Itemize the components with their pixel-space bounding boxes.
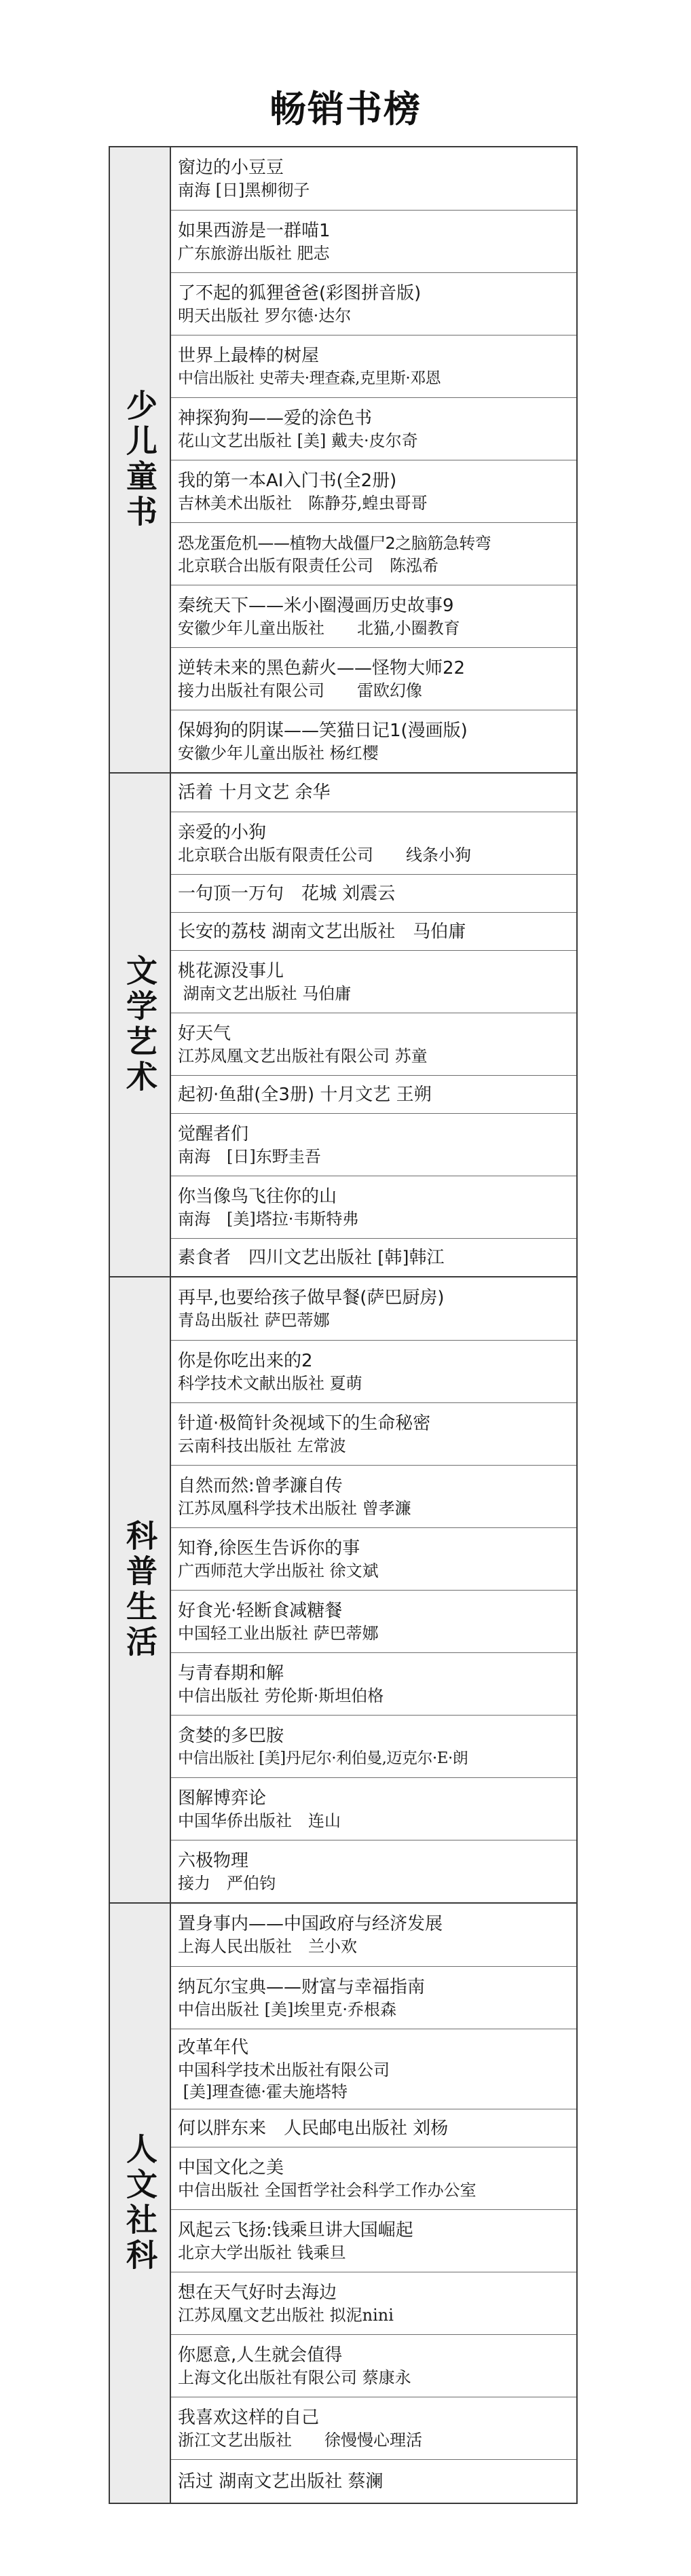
book-row (171, 874, 576, 912)
book-publisher-author: 中信出版社 全国哲学社会科学工作办公室 (178, 2180, 477, 2200)
book-title: 你当像鸟飞往你的山 (178, 1186, 337, 1207)
book-title: 恐龙蛋危机——植物大战僵尸2之脑筋急转弯 (178, 533, 491, 553)
book-row (171, 2209, 576, 2272)
book-row (171, 2334, 576, 2397)
book-publisher-author: 吉林美术出版社 陈静芬,蝗虫哥哥 (178, 493, 428, 513)
book-title: 自然而然:曾孝濂自传 (178, 1475, 343, 1496)
book-row (171, 774, 576, 812)
page-title: 畅销书榜 (269, 88, 422, 130)
book-publisher-author: 广东旅游出版社 肥志 (178, 243, 330, 263)
category-section (110, 772, 576, 1276)
category-label: 文学艺术 (122, 954, 158, 1095)
book-publisher-author: 中信出版社 [美]埃里克·乔根森 (178, 1999, 396, 2019)
book-publisher-author: [美]理查德·霍夫施塔特 (178, 2082, 348, 2101)
book-title: 针道·极简针灸视域下的生命秘密 (178, 1413, 431, 1434)
book-title: 了不起的狐狸爸爸(彩图拼音版) (178, 283, 422, 304)
book-row (171, 2147, 576, 2209)
book-publisher-author: 北京联合出版有限责任公司 陈泓希 (178, 556, 438, 575)
book-publisher-author: 北京联合出版有限责任公司 线条小狗 (178, 845, 471, 865)
book-publisher-author: 南海 [日]黑柳彻子 (178, 181, 310, 200)
book-publisher-author: 中信出版社 劳伦斯·斯坦伯格 (178, 1686, 384, 1705)
book-row (171, 1777, 576, 1840)
book-title: 你是你吃出来的2 (178, 1350, 313, 1371)
book-row (171, 710, 576, 772)
book-row (171, 1465, 576, 1527)
book-publisher-author: 安徽少年儿童出版社 杨红樱 (178, 743, 379, 763)
book-row (171, 1075, 576, 1113)
book-row (171, 1904, 576, 1966)
book-row (171, 210, 576, 272)
category-cell (110, 1904, 171, 2503)
book-row (171, 2459, 576, 2503)
book-publisher-author: 南海 [日]东野圭吾 (178, 1146, 321, 1166)
book-title: 如果西游是一群喵1 (178, 220, 331, 241)
book-title: 我的第一本AI入门书(全2册) (178, 470, 397, 491)
category-label: 科普生活 (122, 1519, 158, 1661)
book-title: 改革年代 (178, 2037, 249, 2058)
book-row (171, 585, 576, 647)
book-title: 逆转未来的黑色薪火——怪物大师22 (178, 657, 466, 678)
bestseller-table (109, 146, 578, 2504)
book-publisher-author: 上海人民出版社 兰小欢 (178, 1937, 357, 1956)
book-publisher-author: 接力 严伯钧 (178, 1873, 276, 1893)
book-publisher-author: 中信出版社 [美]丹尼尔·利伯曼,迈克尔·E·朗 (178, 1749, 468, 1767)
book-title: 中国文化之美 (178, 2157, 284, 2178)
category-section (110, 147, 576, 772)
book-title: 纳瓦尔宝典——财富与幸福指南 (178, 1976, 426, 1997)
book-title: 想在天气好时去海边 (178, 2282, 337, 2303)
book-title: 风起云飞扬:钱乘旦讲大国崛起 (178, 2219, 413, 2241)
book-title: 桃花源没事儿 (178, 960, 284, 981)
book-row (171, 1715, 576, 1777)
category-cell (110, 147, 171, 772)
book-title: 起初·鱼甜(全3册) 十月文艺 王朔 (178, 1084, 432, 1105)
book-row (171, 1402, 576, 1465)
book-title: 长安的荔枝 湖南文艺出版社 马伯庸 (178, 921, 466, 942)
book-title: 与青春期和解 (178, 1663, 284, 1684)
book-row (171, 1013, 576, 1075)
book-row (171, 147, 576, 210)
book-row (171, 1590, 576, 1652)
book-publisher-author: 江苏凤凰科学技术出版社 曾孝濂 (178, 1498, 411, 1518)
book-row (171, 460, 576, 522)
book-row (171, 272, 576, 335)
book-title: 再早,也要给孩子做早餐(萨巴厨房) (178, 1288, 445, 1308)
book-publisher-author: 北京大学出版社 钱乘旦 (178, 2243, 346, 2262)
book-title: 贪婪的多巴胺 (178, 1725, 284, 1746)
book-title: 亲爱的小狗 (178, 822, 267, 843)
book-row (171, 335, 576, 397)
book-publisher-author: 中国华侨出版社 连山 (178, 1811, 341, 1830)
book-publisher-author: 接力出版社有限公司 雷欧幻像 (178, 681, 422, 700)
book-row (171, 647, 576, 710)
book-publisher-author: 科学技术文献出版社 夏萌 (178, 1373, 362, 1393)
book-row (171, 1652, 576, 1715)
book-row (171, 1966, 576, 2029)
book-title: 六极物理 (178, 1850, 249, 1871)
book-publisher-author: 中国科学技术出版社有限公司 (178, 2060, 390, 2080)
book-row (171, 1340, 576, 1402)
book-publisher-author: 安徽少年儿童出版社 北猫,小圈教育 (178, 618, 460, 638)
book-title: 知脊,徐医生告诉你的事 (178, 1538, 360, 1559)
book-list (171, 1277, 576, 1902)
book-row (171, 950, 576, 1013)
book-row (171, 1113, 576, 1176)
book-row (171, 397, 576, 460)
book-publisher-author: 上海文化出版社有限公司 蔡康永 (178, 2368, 411, 2387)
book-row (171, 1840, 576, 1902)
book-publisher-author: 青岛出版社 萨巴蒂娜 (178, 1311, 330, 1330)
category-section (110, 1902, 576, 2503)
category-cell (110, 774, 171, 1276)
book-title: 我喜欢这样的自己 (178, 2407, 320, 2428)
book-title: 活过 湖南文艺出版社 蔡澜 (178, 2471, 384, 2492)
book-title: 世界上最棒的树屋 (178, 345, 320, 366)
book-title: 一句顶一万句 花城 刘震云 (178, 883, 396, 904)
book-row (171, 1176, 576, 1238)
book-row (171, 812, 576, 874)
book-row (171, 2029, 576, 2109)
category-label: 人文社科 (122, 2133, 158, 2274)
book-list (171, 1904, 576, 2503)
book-row (171, 1277, 576, 1340)
book-publisher-author: 江苏凤凰文艺出版社有限公司 苏童 (178, 1046, 428, 1066)
category-cell (110, 1277, 171, 1902)
book-row (171, 522, 576, 585)
book-publisher-author: 中信出版社 史蒂夫·理查森,克里斯·邓恩 (178, 369, 441, 387)
book-row (171, 2272, 576, 2334)
category-label: 少儿童书 (122, 389, 158, 530)
book-title: 保姆狗的阴谋——笑猫日记1(漫画版) (178, 720, 468, 741)
book-row (171, 2109, 576, 2147)
book-title: 何以胖东来 人民邮电出版社 刘杨 (178, 2118, 449, 2139)
book-title: 你愿意,人生就会值得 (178, 2344, 343, 2365)
book-publisher-author: 浙江文艺出版社 徐慢慢心理活 (178, 2430, 422, 2450)
book-title: 窗边的小豆豆 (178, 158, 284, 178)
book-title: 活着 十月文艺 余华 (178, 782, 331, 803)
book-publisher-author: 南海 [美]塔拉·韦斯特弗 (178, 1209, 359, 1229)
book-publisher-author: 江苏凤凰文艺出版社 拟泥nini (178, 2305, 394, 2325)
book-title: 神探狗狗——爱的涂色书 (178, 407, 373, 429)
book-publisher-author: 云南科技出版社 左常波 (178, 1436, 346, 1455)
book-publisher-author: 中国轻工业出版社 萨巴蒂娜 (178, 1623, 379, 1643)
book-row (171, 1238, 576, 1276)
book-title: 好食光·轻断食减糖餐 (178, 1600, 343, 1621)
book-publisher-author: 湖南文艺出版社 马伯庸 (178, 983, 352, 1003)
book-title: 置身事内——中国政府与经济发展 (178, 1914, 443, 1934)
category-section (110, 1276, 576, 1902)
book-title: 素食者 四川文艺出版社 [韩]韩江 (178, 1247, 445, 1268)
book-list (171, 147, 576, 772)
book-list (171, 774, 576, 1276)
book-publisher-author: 明天出版社 罗尔德·达尔 (178, 306, 352, 325)
book-title: 秦统天下——米小圈漫画历史故事9 (178, 595, 454, 616)
book-publisher-author: 花山文艺出版社 [美] 戴夫·皮尔奇 (178, 431, 418, 450)
book-row (171, 1527, 576, 1590)
book-row (171, 2397, 576, 2459)
book-publisher-author: 广西师范大学出版社 徐文斌 (178, 1561, 379, 1580)
book-title: 图解博弈论 (178, 1788, 267, 1809)
book-row (171, 912, 576, 950)
book-title: 好天气 (178, 1023, 231, 1044)
book-title: 觉醒者们 (178, 1123, 249, 1144)
